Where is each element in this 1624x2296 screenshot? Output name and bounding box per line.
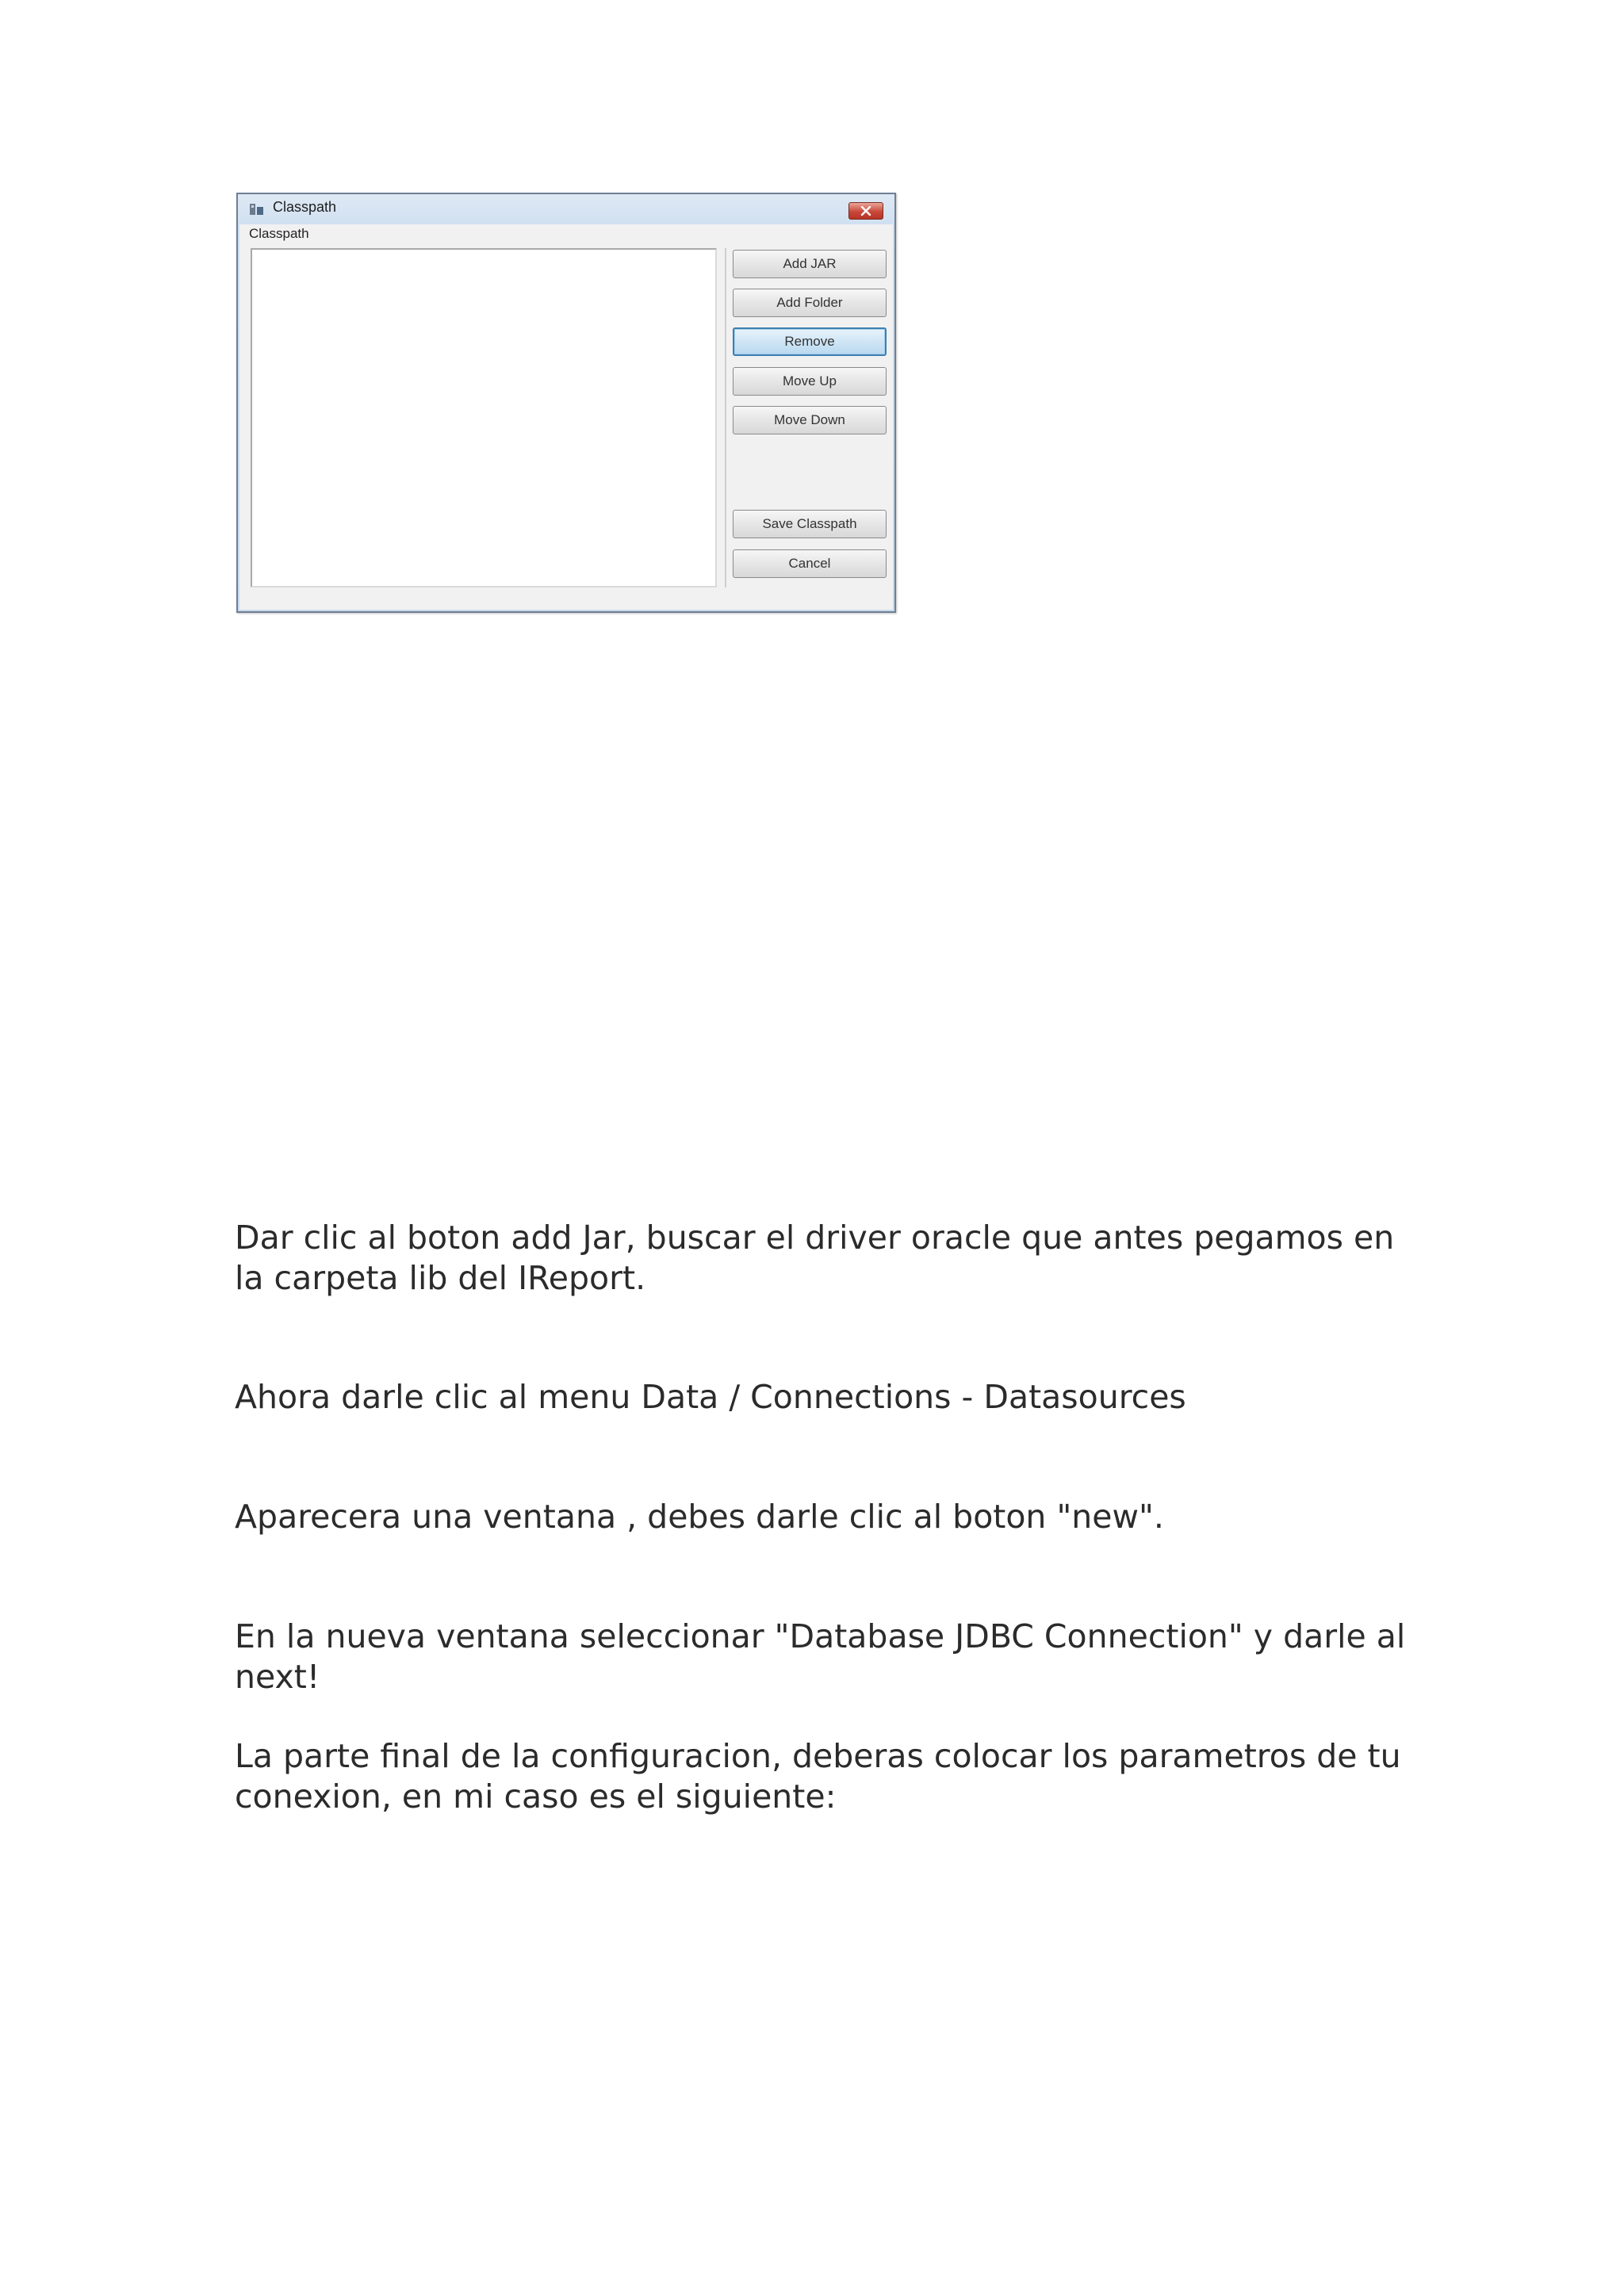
classpath-group-label: Classpath bbox=[249, 226, 309, 241]
paragraph-menu-data: Ahora darle clic al menu Data / Connections - Datasources bbox=[235, 1378, 1186, 1416]
add-folder-button[interactable]: Add Folder bbox=[733, 289, 887, 317]
close-icon bbox=[860, 206, 871, 216]
dialog-title: Classpath bbox=[273, 199, 337, 215]
remove-button[interactable]: Remove bbox=[733, 327, 887, 356]
paragraph-final-config: La parte final de la configuracion, deberas colocar los parametros de tu conexion, en mi caso es el siguiente: bbox=[235, 1737, 1401, 1816]
close-button[interactable] bbox=[848, 202, 883, 220]
dialog-titlebar bbox=[238, 194, 894, 223]
move-up-button[interactable]: Move Up bbox=[733, 367, 887, 396]
paragraph-jdbc-connection: En la nueva ventana seleccionar "Database JDBC Connection" y darle al next! bbox=[235, 1617, 1406, 1696]
paragraph-new-window: Aparecera una ventana , debes darle clic al boton "new". bbox=[235, 1498, 1164, 1536]
cancel-button[interactable]: Cancel bbox=[733, 549, 887, 578]
classpath-app-icon bbox=[249, 202, 265, 216]
add-jar-button[interactable]: Add JAR bbox=[733, 250, 887, 278]
paragraph-add-jar: Dar clic al boton add Jar, buscar el driver oracle que antes pegamos en la carpeta lib del IReport. bbox=[235, 1219, 1395, 1297]
classpath-list[interactable] bbox=[251, 248, 717, 587]
save-classpath-button[interactable]: Save Classpath bbox=[733, 510, 887, 538]
move-down-button[interactable]: Move Down bbox=[733, 406, 887, 434]
classpath-dialog-screenshot bbox=[236, 193, 896, 613]
dialog-body bbox=[239, 224, 893, 610]
divider bbox=[725, 248, 726, 587]
